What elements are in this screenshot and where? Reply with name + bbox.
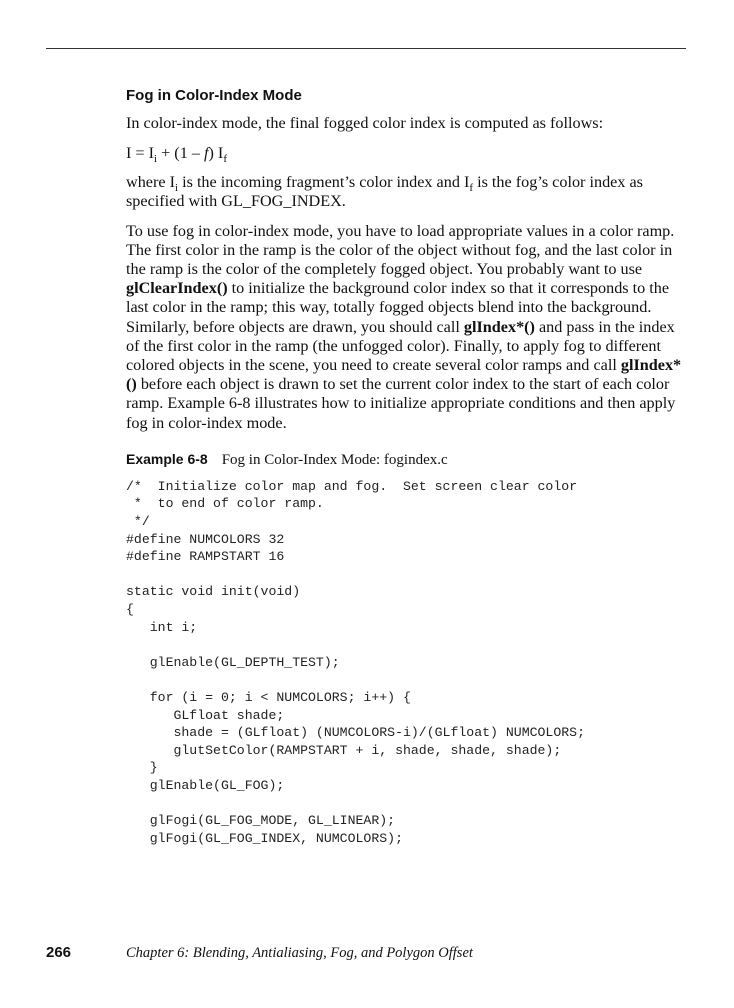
function-glindex: glIndex*() (463, 317, 535, 336)
where-sub-i: i (174, 182, 179, 195)
page-content (126, 86, 686, 847)
example-title: Fog in Color-Index Mode: fogindex.c (221, 451, 448, 468)
example-caption (126, 449, 686, 470)
formula-sub-i: i (154, 153, 158, 166)
formula-mid2: ) I (208, 144, 224, 163)
example-label: Example 6-8 (126, 450, 208, 467)
header-rule (46, 48, 686, 49)
code-listing: /* Initialize color map and fog. Set screen clear color * to end of color ramp. */ #define NUMCOLORS 32 #define RAMPSTART 16 static void init(void) { int i; glEnable(GL_DEPTH_TEST); for (i = 0; i < NUMCOLORS; i++) { GLfloat shade; shade = (GLfloat) (NUMCOLORS-i)/(GLfloat) NUMCOLORS; glutSetColor(RAMPSTART + i, shade, shade, shade); } glEnable(GL_FOG); glFogi(GL_FOG_MODE, GL_LINEAR); glFogi(GL_FOG_INDEX, NUMCOLORS); (126, 478, 585, 846)
fog-index-formula (126, 143, 686, 166)
body-text-3: and pass in the index of the first color in the ramp (the unfogged color). Finally, to apply fog to different colored objects in the scene, you need to create several color ramps and call (126, 317, 675, 375)
body-paragraph (126, 222, 686, 433)
intro-paragraph: In color-index mode, the final fogged color index is computed as follows: (126, 114, 604, 132)
where-text-a: where I (126, 173, 175, 192)
where-text-c: is the fog’s color index as specified with GL_FOG_INDEX. (126, 173, 643, 211)
where-sub-f: f (469, 182, 474, 195)
where-paragraph (126, 173, 686, 211)
body-text-1: To use fog in color-index mode, you have to load appropriate values in a color ramp. The first color in the ramp is the color of the object without fog, and the last color in the ramp is the color of the completely fogged object. You probably want to use (126, 221, 675, 279)
function-glclearindex: glClearIndex() (126, 279, 228, 298)
section-heading: Fog in Color-Index Mode (126, 87, 302, 104)
where-text-b: is the incoming fragment’s color index and I (178, 173, 470, 192)
body-text-2: to initialize the background color index so that it corresponds to the last color in the ramp; this way, totally fogged objects blend into the background. Similarly, before objects are drawn, you should call (126, 279, 670, 336)
formula-sub-f: f (223, 153, 227, 166)
page-number: 266 (46, 944, 72, 961)
formula-f: f (203, 144, 209, 163)
chapter-footer: Chapter 6: Blending, Antialiasing, Fog, and Polygon Offset (126, 945, 473, 961)
body-text-4: before each object is drawn to set the current color index to the start of each color ramp. Example 6-8 illustrates how to initialize appropriate conditions and then apply fog in color-index mode. (126, 375, 676, 432)
function-glindex-2: glIndex*() (126, 356, 682, 394)
formula-lhs: I = I (126, 144, 155, 163)
formula-mid1: + (1 – (157, 144, 204, 163)
